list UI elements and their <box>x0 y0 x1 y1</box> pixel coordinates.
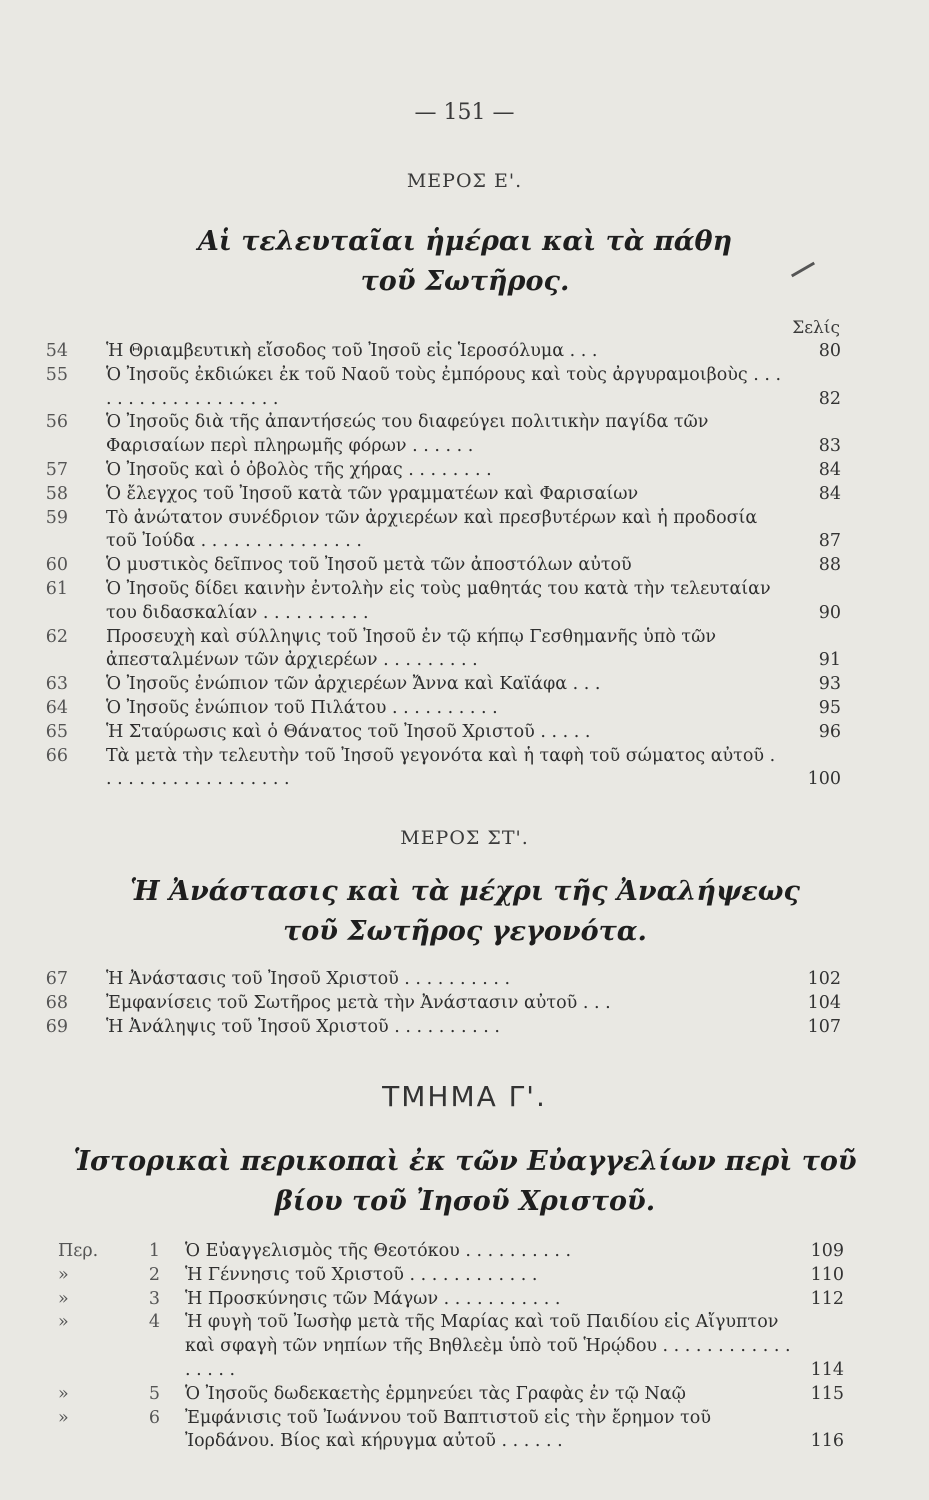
contents-entry <box>0 673 929 697</box>
section-g-title-line2: βίου τοῦ Ἰησοῦ Χριστοῦ. <box>274 1186 656 1217</box>
entry-page-number: 107 <box>807 1016 841 1037</box>
entry-title: Ὁ Ἰησοῦς δωδεκαετὴς ἑρμηνεύει τὰς Γραφὰς ἐν τῷ Ναῷ <box>185 1383 686 1404</box>
entry-title: Ὁ ἔλεγχος τοῦ Ἰησοῦ κατὰ τῶν γραμματέων καὶ Φαρισαίων <box>106 483 639 504</box>
section-g-title <box>60 1142 870 1222</box>
part-e-title-line1: Αἱ τελευταῖαι ἡμέραι καὶ τὰ πάθη <box>197 226 733 257</box>
entry-page-number: 93 <box>818 674 841 695</box>
entry-title: Προσευχὴ καὶ σύλληψις τοῦ Ἰησοῦ ἐν τῷ κήπῳ Γεσθημανῆς ὑπὸ τῶν ἀπεσταλμένων τῶν ἀρχιερέων . . . . . . . . . <box>106 626 717 671</box>
entry-number: 56 <box>45 412 68 433</box>
part-st-title-line2: τοῦ Σωτῆρος γεγονότα. <box>283 916 647 947</box>
entry-number: 55 <box>45 364 68 385</box>
entry-title: Ὁ Ἰησοῦς ἐκδιώκει ἐκ τοῦ Ναοῦ τοὺς ἐμπόρους καὶ τοὺς ἀργυραμοιβοὺς . . . . . . . . . . . . . . . . . . . <box>106 364 782 409</box>
entry-page-number: 102 <box>807 969 841 989</box>
entry-abbreviation: Περ. <box>58 1241 99 1261</box>
entry-number: 6 <box>148 1407 160 1428</box>
section-g-title-line1: Ἱστορικαὶ περικοπαὶ ἐκ τῶν Εὐαγγελίων περὶ τοῦ <box>73 1146 857 1177</box>
entry-number: 69 <box>45 1016 68 1037</box>
entry-abbreviation: » <box>58 1407 69 1428</box>
entry-page-number: 83 <box>818 436 841 457</box>
entry-title: Ἡ Θριαμβευτικὴ εἴσοδος τοῦ Ἰησοῦ εἰς Ἱεροσόλυμα . . . <box>106 341 598 361</box>
entry-number: 4 <box>148 1312 160 1333</box>
entry-page-number: 116 <box>810 1431 844 1452</box>
part-st-contents-list <box>0 968 929 1039</box>
entry-page-number: 115 <box>810 1383 844 1404</box>
entry-number: 66 <box>45 745 68 766</box>
entry-number: 58 <box>45 483 68 504</box>
contents-entry <box>0 992 929 1016</box>
contents-entry <box>0 1383 929 1407</box>
contents-entry <box>0 1016 929 1040</box>
entry-page-number: 96 <box>818 721 841 742</box>
entry-page-number: 110 <box>810 1264 844 1285</box>
part-st-heading: ΜΕΡΟΣ ΣΤ'. <box>400 827 529 849</box>
entry-abbreviation: » <box>58 1383 69 1404</box>
entry-title: Ἡ Προσκύνησις τῶν Μάγων . . . . . . . . . . . <box>185 1288 561 1309</box>
contents-entry <box>0 411 929 459</box>
entry-abbreviation: » <box>58 1264 69 1285</box>
entry-title: Ὁ Ἰησοῦς ἐνώπιον τοῦ Πιλάτου . . . . . . . . . . <box>106 697 498 718</box>
contents-entry <box>0 340 929 364</box>
entry-page-number: 114 <box>810 1359 844 1380</box>
entry-page-number: 95 <box>818 697 841 718</box>
entry-number: 57 <box>45 459 68 480</box>
entry-title: Τὰ μετὰ τὴν τελευτὴν τοῦ Ἰησοῦ γεγονότα καὶ ἡ ταφὴ τοῦ σώματος αὐτοῦ . . . . . . . . . . . . . . . . . . <box>106 745 776 790</box>
entry-number: 2 <box>148 1264 160 1285</box>
entry-title: Ἡ φυγὴ τοῦ Ἰωσὴφ μετὰ τῆς Μαρίας καὶ τοῦ Παιδίου εἰς Αἴγυπτον καὶ σφαγὴ τῶν νηπίων τῆς Βηθλεὲμ ὑπὸ τοῦ Ἡρῴδου . . . . . . . . . . . . . . . . . <box>185 1312 791 1380</box>
entry-title: Τὸ ἀνώτατον συνέδριον τῶν ἀρχιερέων καὶ πρεσβυτέρων καὶ ἡ προδοσία τοῦ Ἰούδα . . . . . . . . . . . . . . . <box>106 507 758 552</box>
contents-entry <box>0 745 929 793</box>
entry-number: 5 <box>148 1383 160 1404</box>
entry-abbreviation: » <box>58 1312 69 1333</box>
entry-page-number: 82 <box>818 388 841 409</box>
entry-number: 63 <box>45 674 68 695</box>
part-e-contents-list <box>0 340 929 792</box>
entry-title: Ἡ Γέννησις τοῦ Χριστοῦ . . . . . . . . . . . . <box>185 1264 538 1285</box>
entry-page-number: 91 <box>818 650 841 671</box>
entry-title: Ὁ Ἰησοῦς καὶ ὁ ὀβολὸς τῆς χήρας . . . . . . . . <box>106 459 492 480</box>
entry-page-number: 90 <box>818 602 841 623</box>
section-g-heading: ΤΜΗΜΑ Γ'. <box>382 1080 547 1113</box>
contents-entry <box>0 626 929 674</box>
entry-number: 67 <box>45 969 68 989</box>
entry-title: Ἡ Σταύρωσις καὶ ὁ Θάνατος τοῦ Ἰησοῦ Χριστοῦ . . . . . <box>106 721 591 742</box>
entry-title: Ὁ μυστικὸς δεῖπνος τοῦ Ἰησοῦ μετὰ τῶν ἀποστόλων αὐτοῦ <box>106 555 632 576</box>
contents-entry <box>0 578 929 626</box>
contents-entry <box>0 968 929 992</box>
entry-page-number: 84 <box>818 483 841 504</box>
part-st-title <box>60 872 870 952</box>
entry-page-number: 87 <box>818 531 841 552</box>
entry-page-number: 104 <box>807 992 841 1013</box>
entry-number: 68 <box>45 992 68 1013</box>
entry-page-number: 80 <box>818 341 841 361</box>
entry-number: 1 <box>148 1241 160 1261</box>
entry-page-number: 84 <box>818 459 841 480</box>
entry-page-number: 88 <box>818 555 841 576</box>
entry-number: 54 <box>45 341 68 361</box>
entry-number: 65 <box>45 721 68 742</box>
entry-number: 3 <box>148 1288 160 1309</box>
contents-entry <box>0 1407 929 1455</box>
entry-page-number: 112 <box>810 1288 844 1309</box>
entry-title: Ἡ Ἀνάστασις τοῦ Ἰησοῦ Χριστοῦ . . . . . . . . . . <box>106 969 511 989</box>
contents-entry <box>0 1311 929 1382</box>
entry-title: Ἐμφάνισις τοῦ Ἰωάννου τοῦ Βαπτιστοῦ εἰς τὴν ἔρημον τοῦ Ἰορδάνου. Βίος καὶ κήρυγμα αὐτοῦ . . . . . . <box>185 1407 711 1452</box>
entry-page-number: 109 <box>810 1241 844 1261</box>
contents-entry <box>0 483 929 507</box>
entry-title: Ὁ Ἰησοῦς διὰ τῆς ἀπαντήσεώς του διαφεύγει πολιτικὴν παγίδα τῶν Φαρισαίων περὶ πληρωμῆς φόρων . . . . . . <box>106 412 709 457</box>
contents-entry <box>0 1288 929 1312</box>
page-column-header: Σελίς <box>792 318 840 338</box>
section-g-contents-list <box>0 1240 929 1454</box>
entry-title: Ἐμφανίσεις τοῦ Σωτῆρος μετὰ τὴν Ἀνάστασιν αὐτοῦ . . . <box>106 992 611 1013</box>
entry-number: 61 <box>45 578 68 599</box>
entry-abbreviation: » <box>58 1288 69 1309</box>
contents-entry <box>0 459 929 483</box>
entry-number: 60 <box>45 555 68 576</box>
contents-entry <box>0 554 929 578</box>
entry-title: Ὁ Ἰησοῦς δίδει καινὴν ἐντολὴν εἰς τοὺς μαθητάς του κατὰ τὴν τελευταίαν του διδασκαλίαν . . . . . . . . . . <box>106 578 771 623</box>
contents-entry <box>0 1240 929 1264</box>
page-number: — 151 — <box>414 100 515 125</box>
entry-page-number: 100 <box>807 769 841 790</box>
part-st-title-line1: Ἡ Ἀνάστασις καὶ τὰ μέχρι τῆς Ἀναλήψεως <box>130 876 800 907</box>
contents-entry <box>0 364 929 412</box>
entry-title: Ὁ Εὐαγγελισμὸς τῆς Θεοτόκου . . . . . . . . . . <box>185 1241 572 1261</box>
entry-number: 59 <box>45 507 68 528</box>
contents-entry <box>0 1264 929 1288</box>
entry-number: 64 <box>45 697 68 718</box>
part-e-title-line2: τοῦ Σωτῆρος. <box>360 266 570 297</box>
entry-number: 62 <box>45 626 68 647</box>
entry-title: Ἡ Ἀνάληψις τοῦ Ἰησοῦ Χριστοῦ . . . . . . . . . . <box>106 1016 500 1037</box>
contents-entry <box>0 507 929 555</box>
part-e-title <box>60 222 870 302</box>
contents-entry <box>0 697 929 721</box>
entry-title: Ὁ Ἰησοῦς ἐνώπιον τῶν ἀρχιερέων Ἄννα καὶ Καϊάφα . . . <box>106 674 601 695</box>
part-e-heading: ΜΕΡΟΣ Ε'. <box>406 170 523 192</box>
contents-entry <box>0 721 929 745</box>
